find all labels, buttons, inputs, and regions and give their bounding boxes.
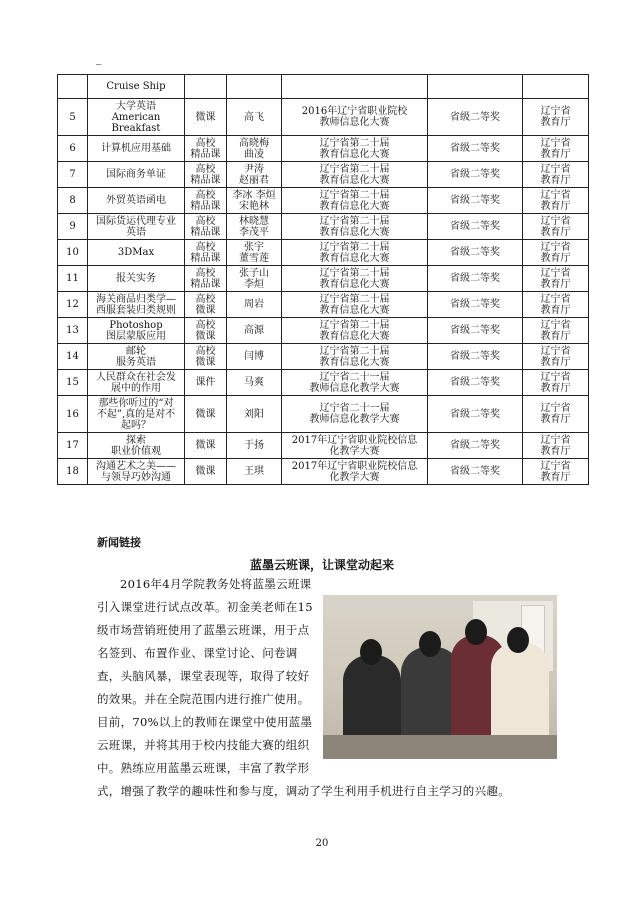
cell-competition: 2017年辽宁省职业院校信息 化教学大赛 xyxy=(282,433,428,459)
cell-author: 高源 xyxy=(227,318,282,344)
cell-award: 省级二等奖 xyxy=(428,459,523,485)
cell-no: 8 xyxy=(58,188,88,214)
cell-competition: 辽宁省第二十届 教育信息化大赛 xyxy=(282,344,428,370)
cell-name: 人民群众在社会发 展中的作用 xyxy=(88,370,185,396)
cell-competition: 辽宁省二十一届 教师信息化教学大赛 xyxy=(282,396,428,433)
cell-author: 高晓梅 曲凌 xyxy=(227,136,282,162)
cell-no: 7 xyxy=(58,162,88,188)
cell-org: 辽宁省 教育厅 xyxy=(523,370,589,396)
cell-type: 高校 微课 xyxy=(185,344,227,370)
cell-competition: 辽宁省第二十届 教育信息化大赛 xyxy=(282,136,428,162)
cell-name: 计算机应用基础 xyxy=(88,136,185,162)
cell-award: 省级二等奖 xyxy=(428,292,523,318)
cell-type: 高校 精品课 xyxy=(185,240,227,266)
cell-award: 省级二等奖 xyxy=(428,318,523,344)
cell-no: 5 xyxy=(58,99,88,136)
news-section-label: 新闻链接 xyxy=(97,536,141,549)
cell-award: 省级二等奖 xyxy=(428,188,523,214)
table-row xyxy=(58,292,589,318)
cell-org: 辽宁省 教育厅 xyxy=(523,344,589,370)
cell-org: 辽宁省 教育厅 xyxy=(523,318,589,344)
cell-competition xyxy=(282,75,428,99)
cell-name: 海关商品归类学— 西服套装归类规则 xyxy=(88,292,185,318)
cell-award xyxy=(428,75,523,99)
news-paragraph: 2016年4月学院教务处将蓝墨云班课引入课堂进行试点改革。初金美老师在15级市场营销班使用了蓝墨云班课，用于点名签到、布置作业、课堂讨论、问卷调查，头脑风暴，课堂表现等，取得了较好的效果。并在全院范围内进行推广使用。目前，70%以上的教师在课堂中使用蓝墨云班课，并将其用于校内技能大赛的组织中。熟练应用蓝墨云班课，丰富了教学形式，增强了教学的趣味性和参与度，调动了学生利用手机进行自主学习的兴趣。 xyxy=(97,577,510,798)
cell-no: 11 xyxy=(58,266,88,292)
cell-name: Photoshop 图层蒙版应用 xyxy=(88,318,185,344)
cell-author: 尹涛 赵丽君 xyxy=(227,162,282,188)
cell-name: 探索 职业价值观 xyxy=(88,433,185,459)
cell-type: 高校 精品课 xyxy=(185,136,227,162)
cell-author: 闫博 xyxy=(227,344,282,370)
cell-org: 辽宁省 教育厅 xyxy=(523,240,589,266)
cell-no: 18 xyxy=(58,459,88,485)
cell-competition: 辽宁省第二十届 教育信息化大赛 xyxy=(282,162,428,188)
table-row xyxy=(58,433,589,459)
cell-author: 马爽 xyxy=(227,370,282,396)
cell-award: 省级二等奖 xyxy=(428,162,523,188)
cell-name: Cruise Ship xyxy=(88,75,185,99)
cell-name: 报关实务 xyxy=(88,266,185,292)
cell-author: 李冰 李烜 宋艳林 xyxy=(227,188,282,214)
cell-award: 省级二等奖 xyxy=(428,266,523,292)
cell-name: 大学英语 American Breakfast xyxy=(88,99,185,136)
cell-award: 省级二等奖 xyxy=(428,240,523,266)
cell-no: 14 xyxy=(58,344,88,370)
table-row xyxy=(58,396,589,433)
cell-competition: 辽宁省第二十届 教育信息化大赛 xyxy=(282,292,428,318)
news-title: 蓝墨云班课，让课堂动起来 xyxy=(249,558,394,572)
cell-competition: 2016年辽宁省职业院校 教师信息化大赛 xyxy=(282,99,428,136)
cell-author: 王琪 xyxy=(227,459,282,485)
cell-author: 刘阳 xyxy=(227,396,282,433)
cell-type: 高校 精品课 xyxy=(185,162,227,188)
cell-award: 省级二等奖 xyxy=(428,136,523,162)
cell-author xyxy=(227,75,282,99)
awards-table xyxy=(57,74,589,485)
cell-type: 高校 精品课 xyxy=(185,266,227,292)
table-row xyxy=(58,214,589,240)
cell-org: 辽宁省 教育厅 xyxy=(523,459,589,485)
cell-author: 张子山 李烜 xyxy=(227,266,282,292)
news-article xyxy=(97,573,557,833)
cell-competition: 辽宁省第二十届 教育信息化大赛 xyxy=(282,214,428,240)
cell-author: 于扬 xyxy=(227,433,282,459)
cell-org: 辽宁省 教育厅 xyxy=(523,292,589,318)
cell-org: 辽宁省 教育厅 xyxy=(523,162,589,188)
cell-author: 林晓慧 李茂平 xyxy=(227,214,282,240)
classroom-photo xyxy=(323,595,557,759)
cell-no: 16 xyxy=(58,396,88,433)
cell-no: 6 xyxy=(58,136,88,162)
cell-type xyxy=(185,75,227,99)
table-row xyxy=(58,240,589,266)
table-row xyxy=(58,266,589,292)
table-row xyxy=(58,99,589,136)
cell-author: 高飞 xyxy=(227,99,282,136)
table-row xyxy=(58,318,589,344)
cell-type: 高校 微课 xyxy=(185,318,227,344)
cell-award: 省级二等奖 xyxy=(428,396,523,433)
table-row xyxy=(58,75,589,99)
cell-award: 省级二等奖 xyxy=(428,99,523,136)
cell-type: 微课 xyxy=(185,99,227,136)
cell-org: 辽宁省 教育厅 xyxy=(523,136,589,162)
cell-no xyxy=(58,75,88,99)
table-row xyxy=(58,136,589,162)
cell-org: 辽宁省 教育厅 xyxy=(523,99,589,136)
cell-name: 外贸英语函电 xyxy=(88,188,185,214)
cell-competition: 辽宁省第二十届 教育信息化大赛 xyxy=(282,188,428,214)
cell-type: 高校 精品课 xyxy=(185,214,227,240)
cell-name: 国际商务单证 xyxy=(88,162,185,188)
cell-no: 17 xyxy=(58,433,88,459)
cell-no: 10 xyxy=(58,240,88,266)
cell-name: 3DMax xyxy=(88,240,185,266)
table-row xyxy=(58,162,589,188)
table-row xyxy=(58,370,589,396)
cell-no: 13 xyxy=(58,318,88,344)
cell-type: 微课 xyxy=(185,459,227,485)
cell-org xyxy=(523,75,589,99)
cell-competition: 辽宁省二十一届 教师信息化教学大赛 xyxy=(282,370,428,396)
cell-author: 张宇 董雪莲 xyxy=(227,240,282,266)
cell-competition: 辽宁省第二十届 教育信息化大赛 xyxy=(282,266,428,292)
cell-type: 高校 微课 xyxy=(185,292,227,318)
page-number: 20 xyxy=(315,838,329,849)
cell-competition: 辽宁省第二十届 教育信息化大赛 xyxy=(282,318,428,344)
table-row xyxy=(58,459,589,485)
cell-competition: 辽宁省第二十届 教育信息化大赛 xyxy=(282,240,428,266)
cell-award: 省级二等奖 xyxy=(428,214,523,240)
cell-type: 高校 精品课 xyxy=(185,188,227,214)
cell-org: 辽宁省 教育厅 xyxy=(523,214,589,240)
cell-org: 辽宁省 教育厅 xyxy=(523,396,589,433)
cell-competition: 2017年辽宁省职业院校信息 化教学大赛 xyxy=(282,459,428,485)
cell-name: 沟通艺术之美—— 与领导巧妙沟通 xyxy=(88,459,185,485)
cell-name: 国际货运代理专业 英语 xyxy=(88,214,185,240)
table-row xyxy=(58,344,589,370)
cell-award: 省级二等奖 xyxy=(428,433,523,459)
cell-no: 15 xyxy=(58,370,88,396)
header-mark: _ xyxy=(96,52,102,65)
cell-org: 辽宁省 教育厅 xyxy=(523,266,589,292)
cell-type: 微课 xyxy=(185,433,227,459)
cell-award: 省级二等奖 xyxy=(428,370,523,396)
cell-award: 省级二等奖 xyxy=(428,344,523,370)
cell-author: 周岩 xyxy=(227,292,282,318)
cell-name: 那些你听过的“对 不起”,真的是对不 起吗？ xyxy=(88,396,185,433)
cell-no: 9 xyxy=(58,214,88,240)
cell-type: 课件 xyxy=(185,370,227,396)
cell-name: 邮轮 服务英语 xyxy=(88,344,185,370)
cell-type: 微课 xyxy=(185,396,227,433)
cell-no: 12 xyxy=(58,292,88,318)
cell-org: 辽宁省 教育厅 xyxy=(523,188,589,214)
cell-org: 辽宁省 教育厅 xyxy=(523,433,589,459)
table-row xyxy=(58,188,589,214)
awards-table-body xyxy=(58,75,589,485)
